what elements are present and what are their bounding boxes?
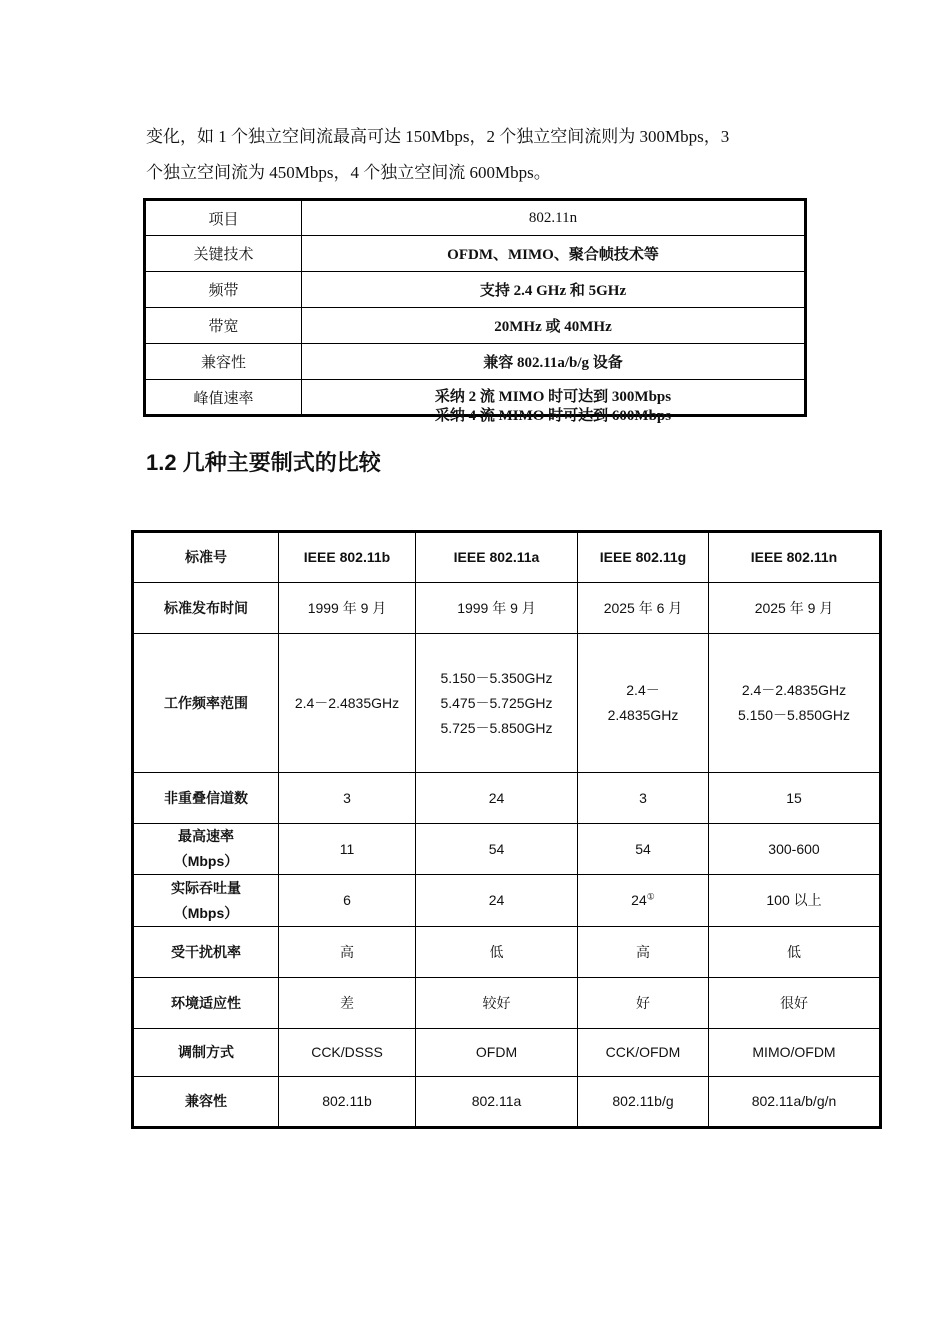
cell-line: 2.4－2.4835GHz <box>741 682 847 698</box>
table-cell: 2025 年 9 月 <box>709 583 881 634</box>
table-row <box>133 1077 881 1128</box>
table-cell: 802.11b <box>279 1077 416 1128</box>
table-cell-label: 带宽 <box>145 308 302 344</box>
intro-line-1: 变化，如 1 个独立空间流最高可达 150Mbps，2 个独立空间流则为 300Mbps，3 <box>146 127 730 146</box>
row-label: 标准发布时间 <box>133 583 279 634</box>
table-cell <box>578 634 709 773</box>
table-cell-value: 支持 2.4 GHz 和 5GHz <box>302 272 806 308</box>
table-cell-label: 频带 <box>145 272 302 308</box>
table-cell-label: 项目 <box>145 200 302 236</box>
peak-rate-clip <box>302 380 804 424</box>
spec-table-80211n <box>143 198 807 424</box>
table-row <box>145 308 806 344</box>
table-cell <box>578 875 709 927</box>
table-row <box>133 978 881 1029</box>
row-label: 受干扰机率 <box>133 927 279 978</box>
row-label: 兼容性 <box>133 1077 279 1128</box>
table-cell: 24 <box>416 875 578 927</box>
header-cell: 标准号 <box>133 532 279 583</box>
table-cell: 24 <box>416 773 578 824</box>
table-row <box>133 927 881 978</box>
cell-line: 2.4835GHz <box>607 707 679 723</box>
intro-line-2: 个独立空间流为 450Mbps，4 个独立空间流 600Mbps。 <box>146 163 551 182</box>
table-cell: MIMO/OFDM <box>709 1029 881 1077</box>
table-cell-label: 关键技术 <box>145 236 302 272</box>
footnote-mark: ① <box>646 891 655 902</box>
table-cell: 1999 年 9 月 <box>416 583 578 634</box>
table-row <box>145 380 806 416</box>
row-label: 环境适应性 <box>133 978 279 1029</box>
section-heading: 1.2 几种主要制式的比较 <box>146 450 381 475</box>
table-cell: 好 <box>578 978 709 1029</box>
table-cell: 11 <box>279 824 416 875</box>
table-cell-value: 兼容 802.11a/b/g 设备 <box>302 344 806 380</box>
table-cell: 802.11b/g <box>578 1077 709 1128</box>
table-cell-value: OFDM、MIMO、聚合帧技术等 <box>302 236 806 272</box>
standards-comparison-table <box>131 530 882 1129</box>
table-cell-label: 兼容性 <box>145 344 302 380</box>
table-cell: 54 <box>578 824 709 875</box>
cell-line: 5.475－5.725GHz <box>440 694 553 711</box>
table-cell: CCK/OFDM <box>578 1029 709 1077</box>
table-cell: 较好 <box>416 978 578 1029</box>
row-label <box>133 875 279 927</box>
table-cell-value: 20MHz 或 40MHz <box>302 308 806 344</box>
table-cell: 差 <box>279 978 416 1029</box>
row-label <box>133 824 279 875</box>
table-cell: 3 <box>578 773 709 824</box>
table-row <box>133 824 881 875</box>
row-label-line: 最高速率 <box>178 828 234 844</box>
table-cell: 3 <box>279 773 416 824</box>
table-cell: 高 <box>279 927 416 978</box>
table-cell: 低 <box>416 927 578 978</box>
cell-value: 24 <box>631 892 647 908</box>
table-cell: OFDM <box>416 1029 578 1077</box>
table-row <box>133 1029 881 1077</box>
table-cell-label: 峰值速率 <box>145 380 302 416</box>
table-cell: 2025 年 6 月 <box>578 583 709 634</box>
table-cell-value <box>302 380 806 424</box>
table-cell-value: 802.11n <box>302 200 806 236</box>
table-row <box>133 583 881 634</box>
table-header-row <box>133 532 881 583</box>
row-label-line: 实际吞吐量 <box>171 879 241 896</box>
cell-line: 5.725－5.850GHz <box>440 719 553 736</box>
table-row <box>145 272 806 308</box>
table-row <box>145 236 806 272</box>
row-label: 调制方式 <box>133 1029 279 1077</box>
table-cell <box>416 634 578 773</box>
table-cell: 很好 <box>709 978 881 1029</box>
row-label-line: （Mbps） <box>173 853 239 869</box>
table-cell: 100 以上 <box>709 875 881 927</box>
table-row <box>133 773 881 824</box>
table-cell: 低 <box>709 927 881 978</box>
intro-paragraph <box>146 119 816 191</box>
table-cell: 802.11a <box>416 1077 578 1128</box>
table-cell: 54 <box>416 824 578 875</box>
header-cell: IEEE 802.11a <box>416 532 578 583</box>
header-cell: IEEE 802.11b <box>279 532 416 583</box>
peak-rate-line-1: 采纳 2 流 MIMO 时可达到 300Mbps <box>434 389 672 405</box>
peak-rate-line-2: 采纳 4 流 MIMO 时可达到 600Mbps <box>434 408 672 424</box>
table-row <box>145 344 806 380</box>
table-cell <box>709 634 881 773</box>
table-row <box>133 875 881 927</box>
row-label: 工作频率范围 <box>133 634 279 773</box>
cell-line: 5.150－5.850GHz <box>737 707 851 723</box>
table-cell: 300-600 <box>709 824 881 875</box>
table-cell: 高 <box>578 927 709 978</box>
table-cell: 6 <box>279 875 416 927</box>
row-label-line: （Mbps） <box>173 904 239 921</box>
cell-line: 5.150－5.350GHz <box>440 669 553 686</box>
cell-line: 2.4－2.4835GHz <box>294 694 400 711</box>
row-label: 非重叠信道数 <box>133 773 279 824</box>
table-row <box>145 200 806 236</box>
header-cell: IEEE 802.11n <box>709 532 881 583</box>
table-cell: 1999 年 9 月 <box>279 583 416 634</box>
header-cell: IEEE 802.11g <box>578 532 709 583</box>
table-row <box>133 634 881 773</box>
cell-line: 2.4－ <box>626 682 660 698</box>
table-cell: 15 <box>709 773 881 824</box>
table-cell <box>279 634 416 773</box>
table-cell: CCK/DSSS <box>279 1029 416 1077</box>
table-cell: 802.11a/b/g/n <box>709 1077 881 1128</box>
